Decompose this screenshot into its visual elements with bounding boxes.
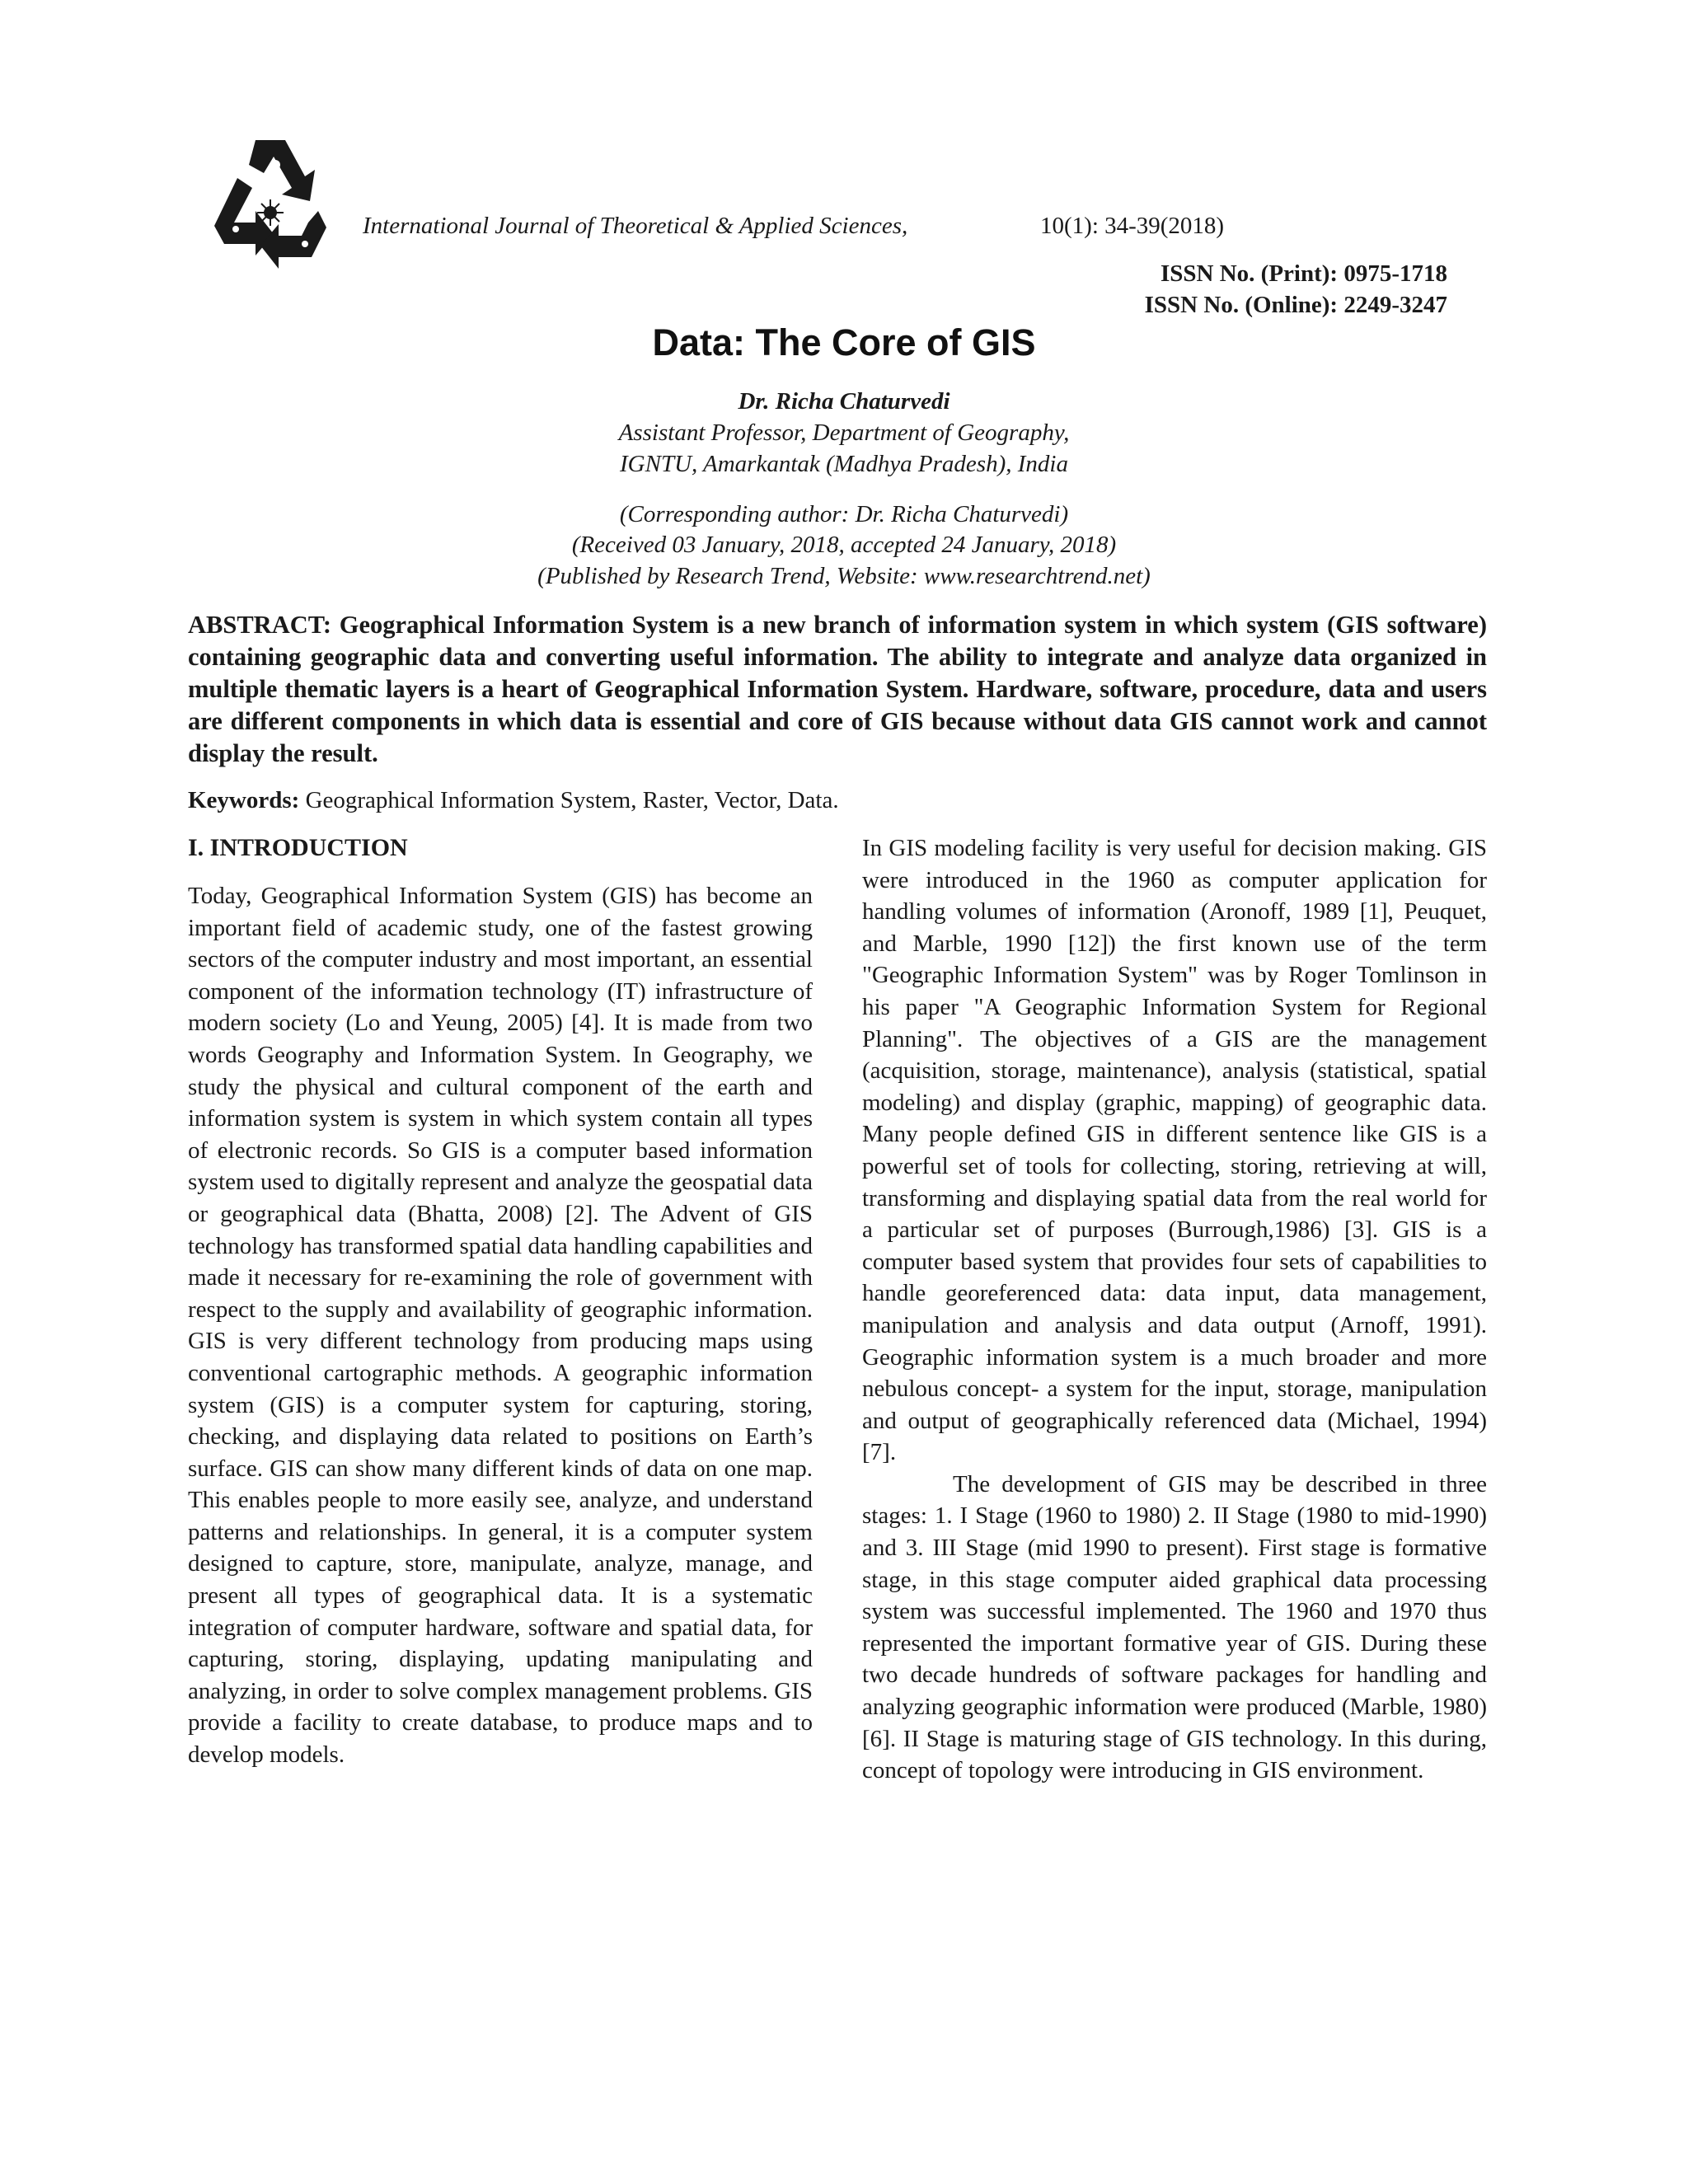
right-column bbox=[862, 832, 1487, 1787]
keywords bbox=[188, 787, 839, 814]
affiliation-line-1: Assistant Professor, Department of Geography, bbox=[618, 419, 1070, 446]
recycle-emblem-icon bbox=[213, 137, 328, 277]
paper-title: Data: The Core of GIS bbox=[652, 321, 1036, 363]
issn-online: ISSN No. (Online): 2249-3247 bbox=[1144, 292, 1447, 318]
corresponding-author: (Corresponding author: Dr. Richa Chaturvedi) bbox=[619, 501, 1069, 527]
author-name: Dr. Richa Chaturvedi bbox=[738, 388, 950, 415]
journal-volume: 10(1): 34-39(2018) bbox=[1040, 213, 1225, 239]
affiliation-line-2: IGNTU, Amarkantak (Madhya Pradesh), India bbox=[620, 451, 1068, 477]
left-column bbox=[188, 832, 813, 1771]
introduction-paragraph-2: In GIS modeling facility is very useful for decision making. GIS were introduced in the 1960 as computer application for handling volumes of information (Aronoff, 1989 [1], Peuquet, and Marble, 1990 [12]) the first known use of the term "Geographic Information System" was by Roger Tomlinson in his paper "A Geographic Information System for Regional Planning". The objectives of a GIS are the management (acquisition, storage, maintenance), analysis (statistical, spatial modeling) and display (graphic, mapping) of geographic data. Many people defined GIS in different sentence like GIS is a powerful set of tools for collecting, storing, retrieving at will, transforming and displaying spatial data from the real world for a particular set of purposes (Burrough,1986) [3]. GIS is a computer based system that provides four sets of capabilities to handle georeferenced data: data input, data management, manipulation and analysis and data output (Arnoff, 1991). Geographic information system is a much broader and more nebulous concept- a system for the input, storage, manipulation and output of geographically referenced data (Michael, 1994) [7]. bbox=[862, 835, 1487, 1466]
keywords-text: Geographical Information System, Raster, Vector, Data. bbox=[299, 787, 839, 813]
received-dates: (Received 03 January, 2018, accepted 24 January, 2018) bbox=[571, 532, 1117, 558]
abstract: ABSTRACT: Geographical Information System is a new branch of information system in which system (GIS software) containing geographic data and converting useful information. The ability to integrate and analyze data organized in multiple thematic layers is a heart of Geographical Information System. Hardware, software, procedure, data and users are different components in which data is essential and core of GIS because without data GIS cannot work and cannot display the result. bbox=[188, 611, 1487, 767]
section-heading-introduction: I. INTRODUCTION bbox=[188, 834, 408, 861]
journal-name: International Journal of Theoretical & Applied Sciences, bbox=[363, 213, 908, 239]
issn-print: ISSN No. (Print): 0975-1718 bbox=[1160, 260, 1447, 287]
publisher-line: (Published by Research Trend, Website: www.researchtrend.net) bbox=[537, 563, 1151, 589]
introduction-paragraph-3: The development of GIS may be described in three stages: 1. I Stage (1960 to 1980) 2. II Stage (1980 to mid-1990) and 3. III Stage (mid 1990 to present). First stage is formative stage, in this stage computer aided graphical data processing system was successful implemented. The 1960 and 1970 thus represented the important formative year of GIS. During these two decade hundreds of software packages for handling and analyzing geographic information were produced (Marble, 1980) [6]. II Stage is maturing stage of GIS technology. In this during, concept of topology were introducing in GIS environment. bbox=[862, 1470, 1487, 1784]
keywords-label: Keywords: bbox=[188, 787, 300, 813]
introduction-paragraph-1: Today, Geographical Information System (GIS) has become an important field of academic study, one of the fastest growing sectors of the computer industry and most important, an essential component of the information technology (IT) infrastructure of modern society (Lo and Yeung, 2005) [4]. It is made from two words Geography and Information System. In Geography, we study the physical and cultural component of the earth and information system is system in which system contain all types of electronic records. So GIS is a computer based information system used to digitally represent and analyze the geospatial data or geographical data (Bhatta, 2008) [2]. The Advent of GIS technology has transformed spatial data handling capabilities and made it necessary for re-examining the role of government with respect to the supply and availability of geographic information. GIS is very different technology from producing maps using conventional cartographic methods. A geographic information system (GIS) is a computer system for capturing, storing, checking, and displaying data related to positions on Earth’s surface. GIS can show many different kinds of data on one map. This enables people to more easily see, analyze, and understand patterns and relationships. In general, it is a computer system designed to capture, store, manipulate, analyze, manage, and present all types of geographical data. It is a systematic integration of computer hardware, software and spatial data, for capturing, storing, displaying, updating manipulating and analyzing, in order to solve complex management problems. GIS provide a facility to create database, to produce maps and to develop models. bbox=[188, 883, 813, 1769]
